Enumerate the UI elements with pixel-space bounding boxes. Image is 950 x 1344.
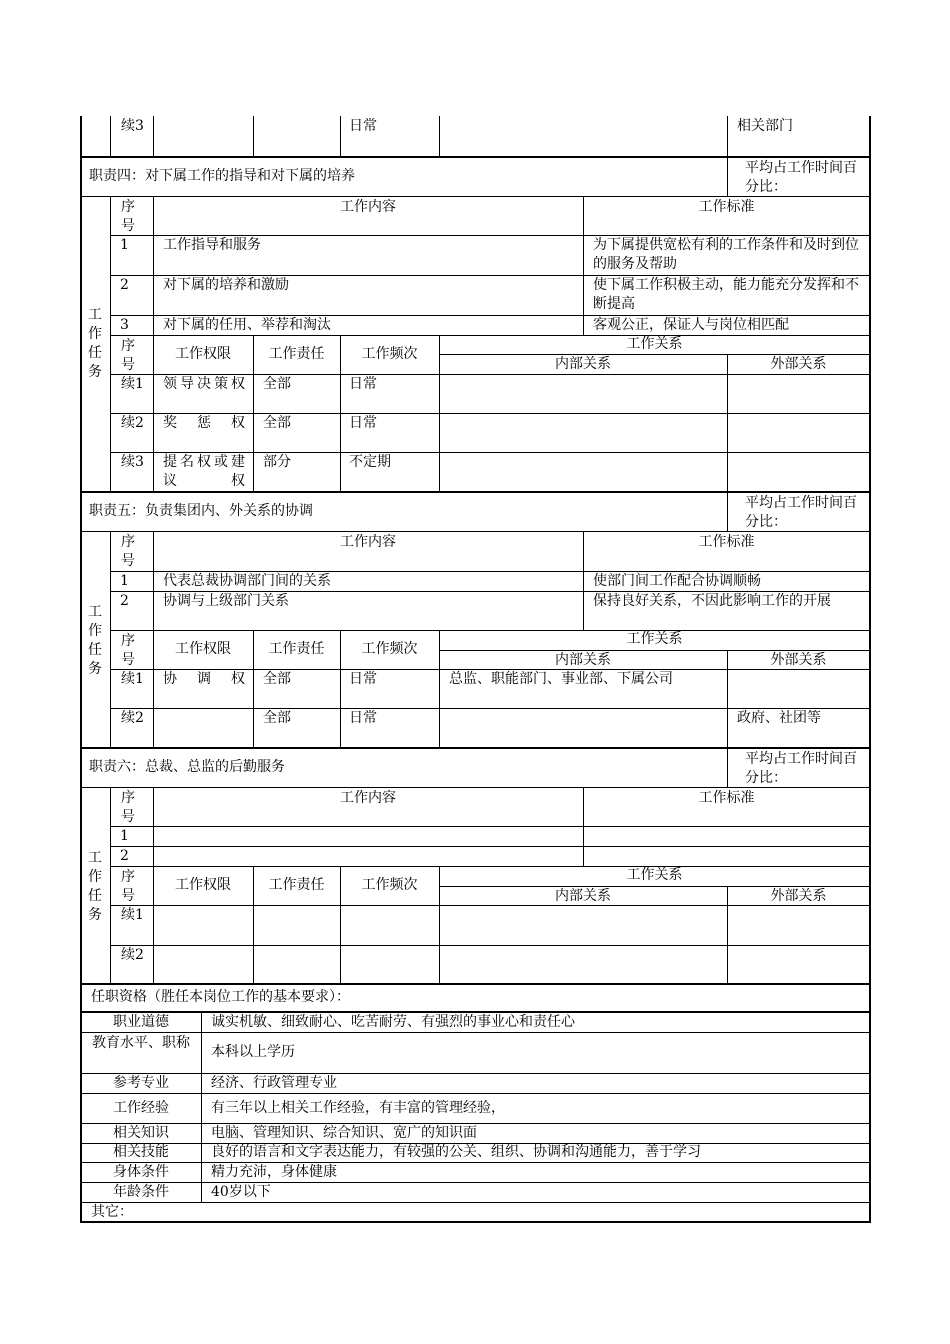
frequency-header: 工作频次 [361, 641, 418, 657]
grid-line [583, 591, 584, 631]
grid-line [583, 846, 584, 867]
work-standard-header: 工作标准 [698, 199, 755, 215]
grid-line [253, 116, 254, 158]
grid-line [153, 826, 154, 847]
grid-line [81, 1202, 870, 1203]
internal-relation-header: 内部关系 [555, 356, 611, 372]
grid-line [253, 374, 254, 414]
duty-title: 职责四：对下属工作的指导和对下属的培养 [89, 168, 355, 184]
task-seq: 3 [120, 317, 129, 333]
rights-seq: 续1 [121, 376, 144, 392]
grid-line [439, 413, 440, 453]
frequency-cell: 日常 [349, 118, 377, 134]
task-seq: 1 [120, 573, 129, 589]
authority-header: 工作权限 [175, 641, 231, 657]
work-content-header: 工作内容 [340, 534, 396, 550]
time-percentage-label: 平均占工作时间百分比： [745, 751, 857, 786]
time-percentage-label: 平均占工作时间百分比： [745, 495, 857, 530]
grid-line [110, 315, 870, 316]
responsibility-cell: 全部 [263, 415, 291, 431]
responsibility-header: 工作责任 [268, 877, 325, 893]
grid-line [727, 413, 728, 453]
grid-line [110, 905, 870, 906]
duty-title: 职责五：负责集团内、外关系的协调 [89, 503, 313, 519]
seq-cell: 续3 [121, 118, 144, 134]
qualification-value: 诚实机敏、细致耐心、吃苦耐劳、有强烈的事业心和责任心 [211, 1014, 575, 1030]
grid-line [110, 116, 111, 158]
grid-line [153, 315, 154, 336]
task-seq: 2 [120, 848, 129, 864]
grid-line [727, 708, 728, 749]
work-task-side-label: 工作任务 [88, 604, 102, 677]
grid-line [340, 413, 341, 453]
authority-cell: 领导决策权 [163, 376, 245, 392]
responsibility-header: 工作责任 [268, 641, 325, 657]
external-relation-header: 外部关系 [770, 888, 827, 904]
grid-line [253, 905, 254, 946]
work-standard-header: 工作标准 [698, 534, 755, 550]
grid-line [110, 945, 870, 946]
task-seq: 2 [120, 593, 129, 609]
task-standard: 使下属工作积极主动，能力能充分发挥和不断提高 [593, 277, 859, 312]
rights-seq: 续1 [121, 671, 144, 687]
qualification-label: 教育水平、职称 [92, 1035, 190, 1051]
qualification-label: 工作经验 [113, 1100, 169, 1116]
qualification-value: 本科以上学历 [211, 1044, 295, 1060]
qualifications-title: 任职资格（胜任本岗位工作的基本要求）： [91, 989, 350, 1005]
grid-line [439, 116, 440, 158]
qualification-label: 职业道德 [113, 1014, 169, 1030]
section-divider [81, 747, 871, 749]
grid-line [153, 591, 154, 631]
internal-relation-header: 内部关系 [555, 652, 611, 668]
responsibility-cell: 全部 [263, 376, 291, 392]
other-label: 其它： [91, 1204, 133, 1220]
rights-seq: 续1 [121, 907, 144, 923]
grid-line [727, 748, 728, 788]
grid-line [110, 196, 111, 493]
grid-line [253, 413, 254, 453]
grid-line [439, 945, 440, 985]
grid-line [153, 413, 154, 453]
grid-line [439, 905, 440, 946]
grid-line [439, 708, 440, 749]
rights-seq: 续2 [121, 947, 144, 963]
task-seq: 2 [120, 277, 129, 293]
grid-line [81, 531, 870, 532]
section-divider [81, 983, 871, 985]
grid-line [583, 571, 584, 592]
external-relation-header: 外部关系 [770, 356, 827, 372]
grid-line [153, 669, 154, 709]
table-border-right [869, 984, 871, 1223]
grid-line [340, 452, 341, 493]
relations-header: 工作关系 [626, 631, 683, 647]
grid-line [727, 374, 728, 414]
internal-relation-cell: 总监、职能部门、事业部、下属公司 [449, 671, 673, 687]
authority-cell: 协调权 [163, 671, 245, 687]
responsibility-cell: 全部 [263, 710, 291, 726]
grid-line [153, 945, 154, 985]
task-content: 工作指导和服务 [163, 237, 261, 253]
grid-line [340, 945, 341, 985]
seq-header: 序号 [121, 869, 135, 904]
work-content-header: 工作内容 [340, 790, 396, 806]
qualification-label: 参考专业 [113, 1075, 169, 1091]
section-divider [81, 491, 871, 493]
task-standard: 保持良好关系，不因此影响工作的开展 [593, 593, 831, 609]
relations-header: 工作关系 [626, 336, 683, 352]
grid-line [153, 116, 154, 158]
task-seq: 1 [120, 237, 129, 253]
grid-line [727, 492, 728, 532]
task-standard: 为下属提供宽松有利的工作条件和及时到位的服务及帮助 [593, 237, 859, 272]
duty-title: 职责六：总裁、总监的后勤服务 [89, 759, 285, 775]
external-relation-cell: 政府、社团等 [737, 710, 821, 726]
seq-header: 序号 [121, 534, 135, 569]
frequency-header: 工作频次 [361, 877, 418, 893]
qualification-label: 相关技能 [113, 1144, 169, 1160]
qualification-value: 精力充沛，身体健康 [211, 1164, 337, 1180]
grid-line [201, 1073, 202, 1094]
work-standard-header: 工作标准 [698, 790, 755, 806]
grid-line [201, 1143, 202, 1163]
grid-line [201, 1093, 202, 1124]
grid-line [253, 708, 254, 749]
qualification-value: 良好的语言和文字表达能力，有较强的公关、组织、协调和沟通能力，善于学习 [211, 1144, 701, 1160]
grid-line [81, 1032, 870, 1033]
grid-line [439, 669, 440, 709]
grid-line [583, 826, 584, 847]
task-content: 对下属的培养和激励 [163, 277, 289, 293]
grid-line [727, 945, 728, 985]
grid-line [110, 787, 111, 985]
grid-line [583, 235, 584, 276]
grid-line [153, 571, 154, 592]
qualification-value: 电脑、管理知识、综合知识、宽广的知识面 [211, 1125, 477, 1141]
grid-line [439, 374, 440, 414]
authority-cell: 奖惩权 [163, 415, 245, 431]
seq-header: 序号 [121, 633, 135, 668]
grid-line [340, 116, 341, 158]
table-border-left [80, 748, 82, 985]
grid-line [153, 374, 154, 414]
grid-line [201, 1162, 202, 1183]
work-task-side-label: 工作任务 [88, 307, 102, 380]
relations-header: 工作关系 [626, 867, 683, 883]
grid-line [153, 846, 154, 867]
qualification-value: 经济、行政管理专业 [211, 1075, 337, 1091]
grid-line [81, 1093, 870, 1094]
grid-line [583, 275, 584, 316]
grid-line [340, 905, 341, 946]
task-standard: 使部门间工作配合协调顺畅 [593, 573, 761, 589]
grid-line [110, 275, 870, 276]
rights-seq: 续2 [121, 710, 144, 726]
grid-line [727, 669, 728, 709]
authority-header: 工作权限 [175, 877, 231, 893]
seq-header: 序号 [121, 790, 135, 825]
grid-line [727, 116, 728, 158]
qualification-value: 有三年以上相关工作经验，有丰富的管理经验， [211, 1100, 505, 1116]
grid-line [81, 787, 870, 788]
grid-line [153, 452, 154, 493]
qualification-label: 身体条件 [113, 1164, 169, 1180]
grid-line [201, 1032, 202, 1074]
work-content-header: 工作内容 [340, 199, 396, 215]
grid-line [727, 157, 728, 197]
authority-cell: 提名权或建议权 [163, 454, 245, 489]
grid-line [110, 846, 870, 847]
time-percentage-label: 平均占工作时间百分比： [745, 160, 857, 195]
external-relation-header: 外部关系 [770, 652, 827, 668]
work-task-side-label: 工作任务 [88, 850, 102, 923]
grid-line [201, 1182, 202, 1203]
grid-line [110, 531, 111, 749]
grid-line [340, 708, 341, 749]
grid-line [201, 1012, 202, 1033]
grid-line [153, 235, 154, 276]
task-seq: 1 [120, 828, 129, 844]
table-border-left [80, 116, 82, 158]
grid-line [727, 452, 728, 493]
task-content: 代表总裁协调部门间的关系 [163, 573, 331, 589]
responsibility-cell: 部分 [263, 454, 291, 470]
frequency-cell: 日常 [349, 710, 377, 726]
frequency-header: 工作频次 [361, 346, 418, 362]
grid-line [153, 708, 154, 749]
responsibility-header: 工作责任 [268, 346, 325, 362]
grid-line [340, 669, 341, 709]
rights-seq: 续2 [121, 415, 144, 431]
table-border-right [869, 116, 871, 158]
grid-line [253, 945, 254, 985]
grid-line [253, 452, 254, 493]
grid-line [340, 374, 341, 414]
grid-line [201, 1123, 202, 1144]
frequency-cell: 不定期 [349, 454, 391, 470]
task-content: 对下属的任用、举荐和淘汰 [163, 317, 331, 333]
table-border-left [80, 157, 82, 493]
grid-line [81, 196, 870, 197]
qualification-label: 相关知识 [113, 1125, 169, 1141]
qualification-value: 40岁以下 [211, 1184, 271, 1200]
grid-line [110, 826, 870, 827]
frequency-cell: 日常 [349, 376, 377, 392]
frequency-cell: 日常 [349, 671, 377, 687]
table-border-bottom [81, 1221, 871, 1223]
seq-header: 序号 [121, 199, 135, 234]
seq-header: 序号 [121, 338, 135, 373]
task-standard: 客观公正，保证人与岗位相匹配 [593, 317, 789, 333]
internal-relation-header: 内部关系 [555, 888, 611, 904]
rights-seq: 续3 [121, 454, 144, 470]
authority-header: 工作权限 [175, 346, 231, 362]
grid-line [439, 452, 440, 493]
grid-line [110, 591, 870, 592]
grid-line [153, 905, 154, 946]
external-relation-cell: 相关部门 [737, 118, 793, 134]
responsibility-cell: 全部 [263, 671, 291, 687]
grid-line [153, 275, 154, 316]
section-divider [81, 156, 871, 158]
grid-line [583, 315, 584, 336]
frequency-cell: 日常 [349, 415, 377, 431]
grid-line [253, 669, 254, 709]
task-content: 协调与上级部门关系 [163, 593, 289, 609]
grid-line [727, 905, 728, 946]
qualification-label: 年龄条件 [113, 1184, 169, 1200]
